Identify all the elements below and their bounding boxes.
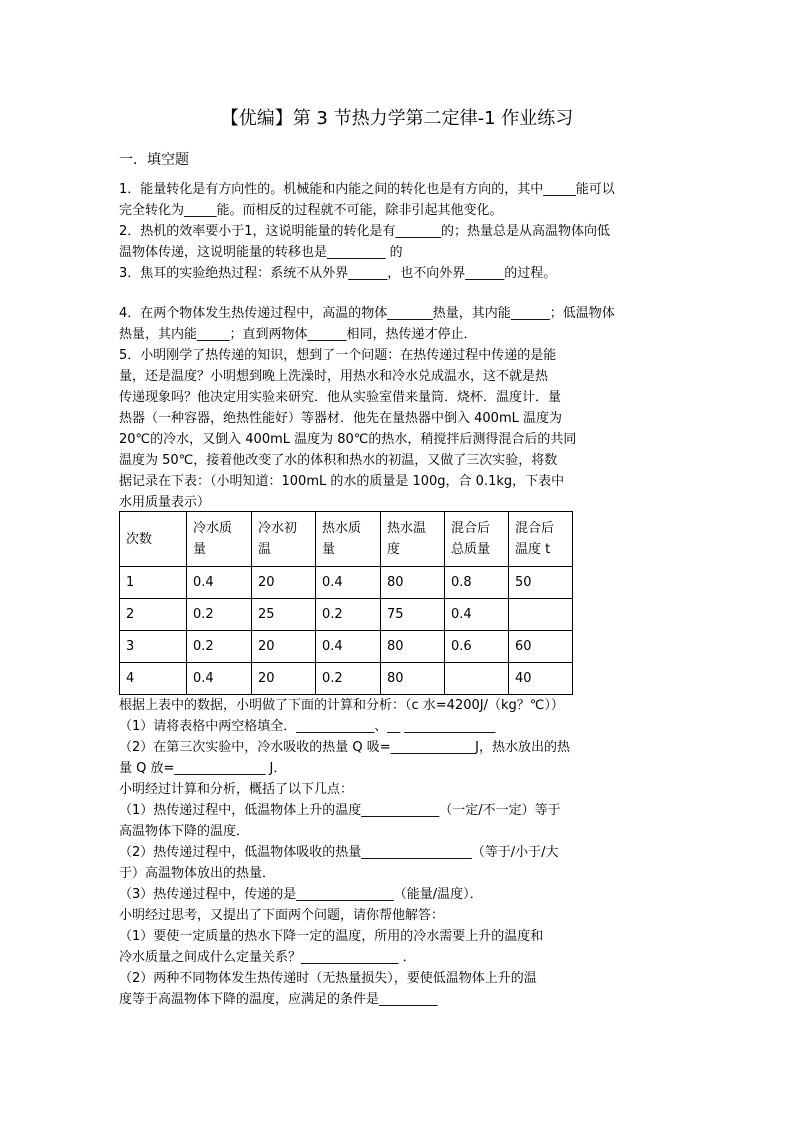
header-text: 混合后 — [451, 521, 491, 536]
header-cell — [445, 512, 509, 567]
header-text: 冷水质 — [193, 521, 233, 536]
question-5-line-6: 温度为 50℃，接着他改变了水的体积和热水的初温，又做了三次实验，将数 — [119, 453, 558, 468]
followup-intro-line: 小明经过思考，又提出了下面两个问题，请你帮他解答： — [119, 908, 445, 923]
header-text: 温 — [258, 542, 272, 557]
question-4-line-2: 热量，其内能_____；直到两物体______相同，热传递才停止． — [119, 327, 477, 342]
question-5-line-4: 热器（一种容器，绝热性能好）等器材．他先在量热器中倒入 400mL 温度为 — [119, 411, 562, 426]
analysis-q2-line-1: （2）在第三次实验中，冷水吸收的热量 Q 吸=_____________J，热水放出的热 — [119, 740, 570, 755]
table-cell: 0.6 — [445, 631, 509, 663]
header-text: 量 — [193, 542, 207, 557]
table-cell: 0.4 — [445, 599, 509, 631]
header-text: 热水质 — [322, 521, 362, 536]
header-cell — [120, 512, 187, 567]
table-row — [120, 599, 573, 631]
table-cell: 0.4 — [187, 663, 252, 695]
header-text: 冷水初 — [258, 521, 298, 536]
table-row — [120, 631, 573, 663]
table-cell: 20 — [252, 567, 316, 599]
question-5-line-3: 传递现象吗？他决定用实验来研究．他从实验室借来量筒．烧杯．温度计．量 — [119, 390, 562, 405]
table-row — [120, 567, 573, 599]
header-text: 温度 t — [515, 542, 551, 557]
question-2-line-2: 温物体传递，这说明能量的转移也是_________ 的 — [119, 245, 403, 260]
table-cell: 0.4 — [316, 631, 381, 663]
summary-3-line: （3）热传递过程中，传递的是_______________（能量/温度）． — [119, 887, 483, 902]
followup-2-line-2: 度等于高温物体下降的温度，应满足的条件是_________ — [119, 992, 438, 1007]
followup-2-line-1: （2）两种不同物体发生热传递时（无热量损失），要使低温物体上升的温 — [119, 971, 537, 986]
table-cell: 0.2 — [187, 631, 252, 663]
table-header-row — [120, 512, 573, 567]
table-cell: 0.4 — [316, 567, 381, 599]
table-cell: 0.2 — [316, 599, 381, 631]
table-cell: 80 — [381, 631, 445, 663]
question-3-line: 3．焦耳的实验绝热过程：系统不从外界______，也不向外界______的过程。 — [119, 266, 557, 281]
question-5-line-1: 5．小明刚学了热传递的知识，想到了一个问题：在热传递过程中传递的是能 — [119, 348, 557, 363]
analysis-q1-line: （1）请将表格中两空格填全．____________、__ ______________ — [119, 719, 496, 734]
table-cell: 25 — [252, 599, 316, 631]
table-cell: 2 — [120, 599, 187, 631]
question-5-line-7: 据记录在下表：（小明知道：100mL 的水的质量是 100g，合 0.1kg，下表中 — [119, 474, 565, 489]
question-5-line-2: 量，还是温度？小明想到晚上洗澡时，用热水和冷水兑成温水，这不就是热 — [119, 369, 549, 384]
header-text: 热水温 — [387, 521, 427, 536]
header-cell — [316, 512, 381, 567]
followup-1-line-2: 冷水质量之间成什么定量关系？_______________ ． — [119, 950, 416, 965]
table-cell-empty — [509, 599, 573, 631]
question-5-line-8: 水用质量表示） — [119, 495, 211, 510]
table-cell: 80 — [381, 567, 445, 599]
summary-2-line-1: （2）热传递过程中，低温物体吸收的热量_________________（等于/小于/大 — [119, 845, 559, 860]
table-row — [120, 663, 573, 695]
header-cell — [252, 512, 316, 567]
table-cell: 0.2 — [187, 599, 252, 631]
summary-1-line-1: （1）热传递过程中，低温物体上升的温度____________（一定/不一定）等于 — [119, 803, 561, 818]
header-text: 量 — [322, 542, 336, 557]
question-1-line-1: 1．能量转化是有方向性的。机械能和内能之间的转化也是有方向的，其中_____能可以 — [119, 182, 615, 197]
header-text: 混合后 — [515, 521, 555, 536]
header-cell — [187, 512, 252, 567]
table-cell: 20 — [252, 631, 316, 663]
question-4-line-1: 4．在两个物体发生热传递过程中，高温的物体_______热量，其内能______；低温物体 — [119, 306, 615, 321]
table-cell: 80 — [381, 663, 445, 695]
header-text: 度 — [387, 542, 401, 557]
data-table — [119, 511, 573, 695]
table-cell: 40 — [509, 663, 573, 695]
table-cell: 3 — [120, 631, 187, 663]
table-cell: 20 — [252, 663, 316, 695]
table-cell: 1 — [120, 567, 187, 599]
question-1-line-2: 完全转化为_____能。而相反的过程就不可能，除非引起其他变化。 — [119, 203, 503, 218]
question-2-line-1: 2．热机的效率要小于1，这说明能量的转化是有_______的；热量总是从高温物体向低 — [119, 224, 611, 239]
header-text: 次数 — [126, 531, 153, 547]
summary-1-line-2: 高温物体下降的温度． — [119, 824, 250, 839]
section-heading: 一．填空题 — [119, 152, 189, 168]
document-title: 【优编】第 3 节热力学第二定律-1 作业练习 — [220, 108, 574, 129]
analysis-intro-line: 根据上表中的数据，小明做了下面的计算和分析：（c 水=4200J/（kg？℃）） — [119, 698, 564, 713]
header-cell — [509, 512, 573, 567]
header-cell — [381, 512, 445, 567]
followup-1-line-1: （1）要使一定质量的热水下降一定的温度，所用的冷水需要上升的温度和 — [119, 929, 544, 944]
summary-intro-line: 小明经过计算和分析，概括了以下几点： — [119, 782, 354, 797]
table-cell: 75 — [381, 599, 445, 631]
summary-2-line-2: 于）高温物体放出的热量． — [119, 866, 276, 881]
analysis-q2-line-2: 量 Q 放=______________ J． — [119, 761, 287, 776]
header-text: 总质量 — [451, 542, 491, 557]
table-cell: 4 — [120, 663, 187, 695]
question-5-line-5: 20℃的冷水，又倒入 400mL 温度为 80℃的热水，稍搅拌后测得混合后的共同 — [119, 432, 577, 447]
table-cell: 0.2 — [316, 663, 381, 695]
table-cell: 60 — [509, 631, 573, 663]
table-cell: 0.8 — [445, 567, 509, 599]
table-cell: 50 — [509, 567, 573, 599]
table-cell: 0.4 — [187, 567, 252, 599]
table-cell-empty — [445, 663, 509, 695]
